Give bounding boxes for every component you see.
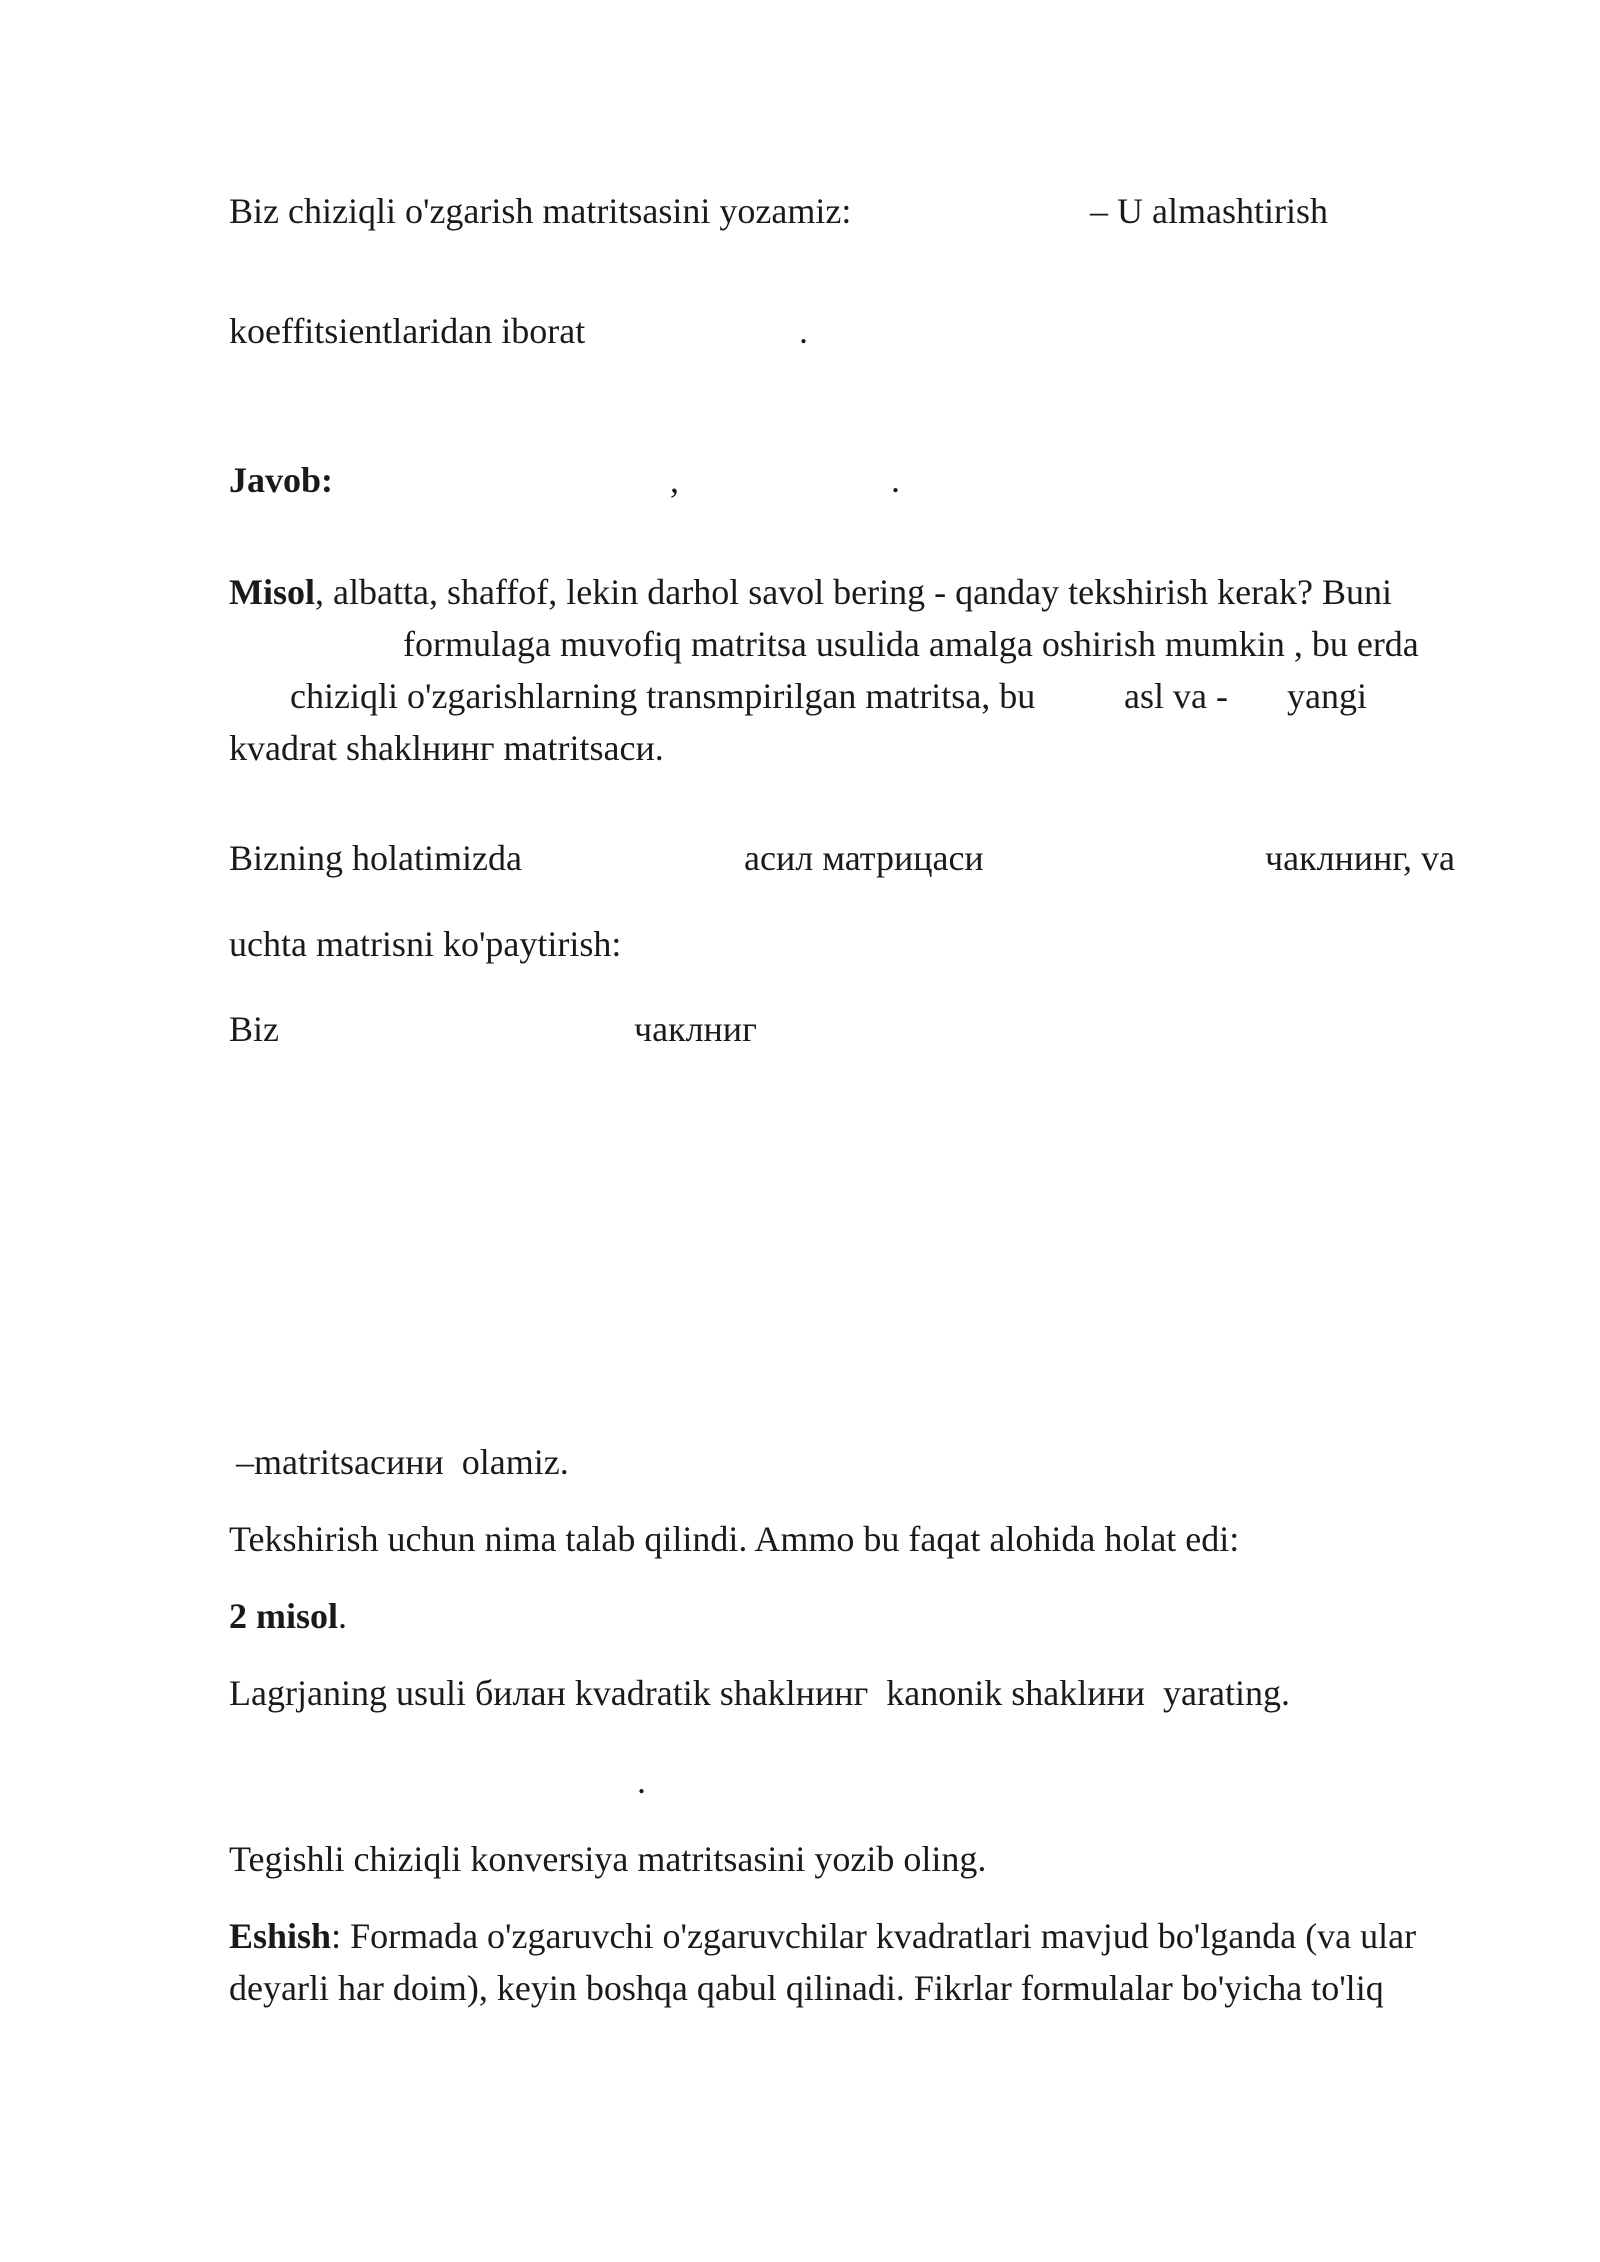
example1-line3a: chiziqli o'zgarishlarning transmpirilgan matritsa, bu xyxy=(290,676,1036,716)
task-text: Tegishli chiziqli konversiya matritsasini yozib oling. xyxy=(229,1839,987,1879)
case-text-b: асил матрицаси xyxy=(744,838,984,878)
biz-text: Biz xyxy=(229,1009,279,1049)
example1-line4: kvadrat shaklнинг matritsaси. xyxy=(229,728,664,768)
solution-label: Eshish xyxy=(229,1916,332,1956)
example2-label: 2 misol xyxy=(229,1596,339,1636)
example1-line1-text: , albatta, shaffof, lekin darhol savol bering - qanday tekshirish kerak? Buni xyxy=(315,572,1393,612)
intro-text: Biz chiziqli o'zgarish matritsasini yozamiz: xyxy=(229,191,852,231)
multiply-text: uchta matrisni ko'paytirish: xyxy=(229,924,622,964)
coefficients-text: koeffitsientlaridan iborat xyxy=(229,311,586,351)
example2-dot: . xyxy=(338,1596,348,1636)
check-text: Tekshirish uchun nima talab qilindi. Ammo bu faqat alohida holat edi: xyxy=(229,1519,1240,1559)
sentence-dot: . xyxy=(799,311,808,351)
solution-line1-text: : Formada o'zgaruvchi o'zgaruvchilar kvadratlari mavjud bo'lganda (va ular xyxy=(331,1916,1417,1956)
example1-line2: formulaga muvofiq matritsa usulida amalga oshirish mumkin , bu erda xyxy=(403,624,1419,664)
answer-label: Javob: xyxy=(229,460,334,500)
formula-dot: . xyxy=(637,1761,646,1801)
case-text-a: Bizning holatimizda xyxy=(229,838,522,878)
result-text: –matritsaсини olamiz. xyxy=(236,1442,569,1482)
answer-dot: . xyxy=(891,460,900,500)
example1-label: Misol xyxy=(229,572,315,612)
solution-line1 xyxy=(229,1918,1416,1954)
intro-text-right: – U almashtirish xyxy=(1090,191,1328,231)
example1-line3c: yangi xyxy=(1287,676,1367,716)
example1-line1 xyxy=(229,574,1392,610)
case-text-c: чаклнинг, va xyxy=(1265,838,1456,878)
lagrange-text: Lagrjaning usuli билан kvadratik shaklнинг kanonik shaklини yarating. xyxy=(229,1673,1290,1713)
biz-text-b: чаклниг xyxy=(634,1009,757,1049)
example2-heading xyxy=(229,1598,347,1634)
answer-comma: , xyxy=(670,460,679,500)
example1-line3b: asl va - xyxy=(1124,676,1228,716)
solution-line2: deyarli har doim), keyin boshqa qabul qilinadi. Fikrlar formulalar bo'yicha to'liq xyxy=(229,1968,1384,2008)
